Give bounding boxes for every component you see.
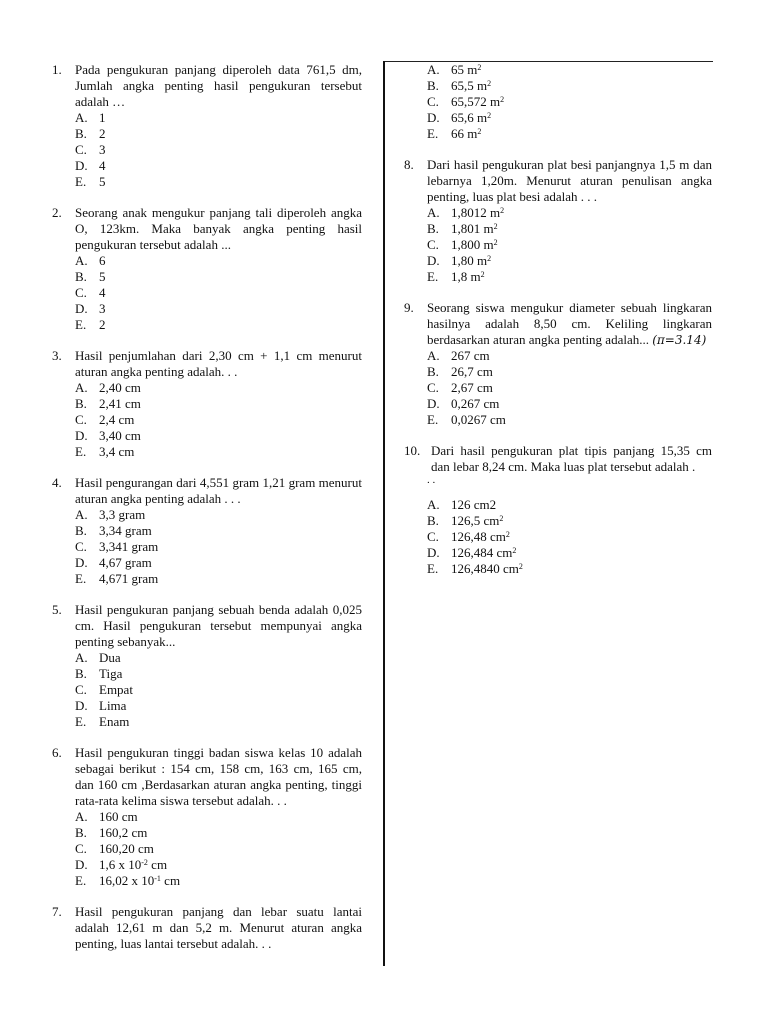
option-text: [451, 497, 496, 513]
option-text: [451, 269, 485, 285]
question-number: 8.: [404, 157, 414, 172]
option-text: [451, 364, 493, 380]
option-text: [99, 158, 106, 174]
answer-option: [75, 682, 362, 698]
option-text: [99, 285, 106, 301]
formula: (π=3.14): [652, 333, 707, 347]
exponent: 2: [487, 254, 492, 263]
option-letter: C.: [75, 539, 87, 554]
answer-option: [427, 221, 712, 237]
option-value: 3: [99, 301, 106, 316]
option-text: [99, 571, 158, 587]
option-unit: cm: [147, 857, 168, 872]
option-value: 66 m: [451, 126, 478, 141]
exponent: 2: [477, 127, 482, 136]
option-value: 160,20 cm: [99, 841, 154, 856]
option-text: [99, 142, 106, 158]
answer-option: [427, 380, 712, 396]
question-6: [52, 745, 362, 889]
option-text: [99, 428, 141, 444]
exponent: 2: [499, 514, 504, 523]
question-body: Pada pengukuran panjang diperoleh data 761,5 dm, Jumlah angka penting hasil pengukuran tersebut adalah …: [75, 62, 362, 109]
answer-option: [75, 571, 362, 587]
option-value: 2,41 cm: [99, 396, 141, 411]
option-text: [99, 444, 134, 460]
option-text: [99, 809, 138, 825]
option-text: [99, 412, 134, 428]
answer-option: [75, 507, 362, 523]
option-letter: A.: [75, 507, 88, 522]
option-value: 5: [99, 269, 106, 284]
question-body: Dari hasil pengukuran plat tipis panjang 15,35 cm dan lebar 8,24 cm. Maka luas plat tersebut adalah .: [431, 443, 712, 474]
question-stem: [404, 157, 712, 205]
answer-option: [75, 428, 362, 444]
exponent: 2: [487, 79, 492, 88]
question-body: Seorang siswa mengukur diameter sebuah lingkaran hasilnya adalah 8,50 cm. Keliling lingkaran berdasarkan aturan angka penting adalah...: [427, 300, 712, 347]
option-letter: A.: [75, 253, 88, 268]
answer-option: [427, 364, 712, 380]
answer-option: [75, 857, 362, 873]
question-stem: [52, 205, 362, 253]
option-value: 3,3 gram: [99, 507, 146, 522]
option-value: 126,4840 cm: [451, 561, 519, 576]
option-letter: A.: [427, 205, 440, 220]
option-value: 4,671 gram: [99, 571, 159, 586]
option-letter: B.: [75, 666, 87, 681]
answer-option: [427, 62, 712, 78]
answer-option: [427, 253, 712, 269]
exponent: 2: [493, 238, 498, 247]
question-text: [75, 348, 362, 380]
answer-option: [75, 523, 362, 539]
option-text: [99, 301, 106, 317]
answer-options: [75, 507, 362, 587]
option-text: [99, 174, 106, 190]
option-text: [99, 396, 141, 412]
option-value: 1,8 m: [451, 269, 481, 284]
option-letter: C.: [427, 94, 439, 109]
option-letter: C.: [427, 380, 439, 395]
option-value: 126,5 cm: [451, 513, 500, 528]
option-text: [99, 873, 180, 889]
option-letter: C.: [75, 412, 87, 427]
option-text: [99, 110, 106, 126]
option-letter: D.: [75, 698, 88, 713]
option-letter: A.: [75, 650, 88, 665]
exponent: 2: [512, 546, 517, 555]
answer-options: [75, 110, 362, 190]
option-letter: E.: [427, 561, 439, 576]
option-text: [99, 555, 152, 571]
answer-option: [75, 174, 362, 190]
answer-options: [75, 253, 362, 333]
exponent: 2: [487, 111, 492, 120]
option-letter: C.: [75, 285, 87, 300]
option-value: 1,6 x 10: [99, 857, 142, 872]
answer-option: [75, 555, 362, 571]
option-value: Enam: [99, 714, 130, 729]
option-value: 6: [99, 253, 106, 268]
question-text: [75, 745, 362, 809]
exponent: 2: [518, 562, 523, 571]
answer-option: [75, 841, 362, 857]
option-value: Lima: [99, 698, 127, 713]
answer-options: [427, 205, 712, 285]
option-letter: B.: [427, 78, 439, 93]
option-text: [99, 650, 121, 666]
option-text: [451, 253, 491, 269]
option-value: 126 cm2: [451, 497, 497, 512]
option-letter: D.: [75, 158, 88, 173]
question-10: [404, 443, 712, 577]
question-stem: [52, 602, 362, 650]
option-letter: A.: [75, 110, 88, 125]
answer-option: [75, 126, 362, 142]
question-text: [75, 904, 362, 952]
option-value: 3,40 cm: [99, 428, 141, 443]
question-text: [75, 205, 362, 253]
question-body: Hasil pengukuran panjang sebuah benda adalah 0,025 cm. Hasil pengukuran tersebut mempunyai angka penting sebanyak...: [75, 602, 362, 649]
answer-option: [75, 301, 362, 317]
option-value: 3,4 cm: [99, 444, 135, 459]
question-body: Dari hasil pengukuran plat besi panjangnya 1,5 m dan lebarnya 1,20m. Menurut aturan penulisan angka penting, luas plat besi adalah . . .: [427, 157, 712, 204]
option-letter: E.: [75, 873, 87, 888]
option-value: 160,2 cm: [99, 825, 148, 840]
exponent: 2: [505, 530, 510, 539]
option-value: 1: [99, 110, 106, 125]
question-text: [427, 300, 712, 348]
option-text: [99, 126, 106, 142]
option-value: 2: [99, 317, 106, 332]
option-letter: E.: [75, 714, 87, 729]
option-text: [451, 221, 498, 237]
answer-option: [427, 205, 712, 221]
option-letter: E.: [75, 317, 87, 332]
answer-option: [427, 126, 712, 142]
option-letter: B.: [75, 126, 87, 141]
option-letter: D.: [75, 857, 88, 872]
option-letter: A.: [75, 380, 88, 395]
option-letter: D.: [75, 301, 88, 316]
option-letter: E.: [427, 269, 439, 284]
answer-option: [75, 666, 362, 682]
question-number: 5.: [52, 602, 62, 617]
option-text: [451, 110, 491, 126]
option-value: 4,67 gram: [99, 555, 152, 570]
answer-option: [75, 142, 362, 158]
answer-option: [75, 269, 362, 285]
right-column: [404, 62, 712, 592]
option-value: 3,34 gram: [99, 523, 152, 538]
question-stem: [52, 475, 362, 507]
option-value: Dua: [99, 650, 121, 665]
question-text: [431, 443, 712, 475]
option-value: 65,6 m: [451, 110, 488, 125]
exponent: -2: [141, 858, 148, 867]
option-letter: D.: [427, 110, 440, 125]
option-text: [99, 682, 133, 698]
question-number: 2.: [52, 205, 62, 220]
option-text: [99, 269, 106, 285]
option-letter: D.: [427, 396, 440, 411]
question-2: [52, 205, 362, 333]
option-letter: E.: [75, 571, 87, 586]
question-1: [52, 62, 362, 190]
option-text: [451, 205, 504, 221]
option-text: [99, 666, 122, 682]
option-text: [99, 857, 167, 873]
column-divider: [383, 61, 385, 966]
option-text: [451, 348, 490, 364]
answer-option: [427, 545, 712, 561]
option-letter: D.: [75, 428, 88, 443]
question-text: [75, 62, 362, 110]
option-value: 4: [99, 285, 106, 300]
option-letter: C.: [427, 529, 439, 544]
answer-option: [75, 444, 362, 460]
question-3: [52, 348, 362, 460]
answer-options: [427, 348, 712, 428]
question-5: [52, 602, 362, 730]
option-letter: E.: [427, 126, 439, 141]
option-letter: A.: [427, 62, 440, 77]
question-number: 10.: [404, 443, 421, 458]
answer-option: [75, 380, 362, 396]
option-text: [451, 94, 504, 110]
option-text: [99, 380, 141, 396]
answer-option: [427, 529, 712, 545]
answer-option: [427, 78, 712, 94]
question-stem: [404, 443, 712, 475]
question-8: [404, 157, 712, 285]
exponent: 2: [477, 63, 482, 72]
option-value: 160 cm: [99, 809, 138, 824]
answer-options: [75, 650, 362, 730]
option-text: [99, 841, 154, 857]
option-value: 16,02 x 10: [99, 873, 155, 888]
question-text: [75, 475, 362, 507]
option-value: Tiga: [99, 666, 123, 681]
option-value: 2: [99, 126, 106, 141]
option-value: 0,267 cm: [451, 396, 500, 411]
answer-option: [75, 698, 362, 714]
option-value: 0,0267 cm: [451, 412, 506, 427]
answer-option: [75, 714, 362, 730]
option-text: [99, 539, 158, 555]
option-letter: D.: [427, 253, 440, 268]
answer-option: [427, 396, 712, 412]
option-value: 65,572 m: [451, 94, 501, 109]
answer-option: [427, 110, 712, 126]
answer-option: [75, 825, 362, 841]
option-text: [451, 126, 481, 142]
option-value: 126,484 cm: [451, 545, 513, 560]
answer-option: [427, 513, 712, 529]
question-body: Hasil pengurangan dari 4,551 gram 1,21 gram menurut aturan angka penting adalah . . .: [75, 475, 362, 506]
question-body: Hasil pengukuran panjang dan lebar suatu lantai adalah 12,61 m dan 5,2 m. Menurut aturan angka penting, luas lantai tersebut adalah. . .: [75, 904, 362, 951]
option-value: Empat: [99, 682, 133, 697]
option-text: [99, 253, 106, 269]
answer-option: [75, 539, 362, 555]
left-column: [52, 62, 362, 967]
question-number: 4.: [52, 475, 62, 490]
question-9: [404, 300, 712, 428]
option-value: 267 cm: [451, 348, 490, 363]
option-value: 4: [99, 158, 106, 173]
option-text: [451, 396, 499, 412]
option-letter: A.: [427, 348, 440, 363]
question-7: [52, 904, 362, 952]
answer-option: [75, 412, 362, 428]
answer-option: [427, 348, 712, 364]
answer-option: [75, 110, 362, 126]
option-value: 3: [99, 142, 106, 157]
option-value: 26,7 cm: [451, 364, 493, 379]
option-text: [451, 545, 516, 561]
exponent: 2: [500, 95, 505, 104]
option-letter: B.: [427, 513, 439, 528]
question-number: 9.: [404, 300, 414, 315]
option-letter: D.: [75, 555, 88, 570]
option-value: 1,801 m: [451, 221, 494, 236]
option-text: [99, 523, 152, 539]
option-text: [99, 317, 106, 333]
answer-option: [75, 809, 362, 825]
answer-options: [75, 380, 362, 460]
option-letter: E.: [75, 444, 87, 459]
option-value: 2,67 cm: [451, 380, 493, 395]
option-value: 1,80 m: [451, 253, 488, 268]
answer-options: [75, 809, 362, 889]
option-value: 65 m: [451, 62, 478, 77]
answer-option: [427, 94, 712, 110]
option-text: [99, 507, 145, 523]
answer-option: [75, 158, 362, 174]
option-value: 2,40 cm: [99, 380, 141, 395]
question-text: [75, 602, 362, 650]
answer-options: [427, 497, 712, 577]
ellipsis-continuation: . .: [427, 474, 436, 486]
question-stem: [52, 904, 362, 952]
option-letter: D.: [427, 545, 440, 560]
option-text: [451, 529, 510, 545]
answer-option: [427, 412, 712, 428]
option-value: 126,48 cm: [451, 529, 506, 544]
option-letter: B.: [427, 221, 439, 236]
option-letter: B.: [427, 364, 439, 379]
option-letter: E.: [75, 174, 87, 189]
question-stem: [52, 348, 362, 380]
option-letter: E.: [427, 412, 439, 427]
option-letter: C.: [427, 237, 439, 252]
answer-option: [75, 253, 362, 269]
question-number: 1.: [52, 62, 62, 77]
option-text: [451, 412, 506, 428]
option-text: [451, 237, 498, 253]
option-value: 1,800 m: [451, 237, 494, 252]
question-body: Hasil pengukuran tinggi badan siswa kelas 10 adalah sebagai berikut : 154 cm, 158 cm, 163 cm, 165 cm, dan 160 cm ,Berdasarkan aturan angka penting, tinggi rata-rata kelima siswa tersebut adalah. . .: [75, 745, 362, 808]
answer-option: [75, 396, 362, 412]
question-stem: [52, 62, 362, 110]
question-body: Hasil penjumlahan dari 2,30 cm + 1,1 cm menurut aturan angka penting adalah. . .: [75, 348, 362, 379]
question-stem: [404, 300, 712, 348]
question-number: 3.: [52, 348, 62, 363]
answer-option: [427, 497, 712, 513]
option-text: [451, 380, 493, 396]
question-4: [52, 475, 362, 587]
answer-option: [427, 561, 712, 577]
answer-option: [75, 285, 362, 301]
option-text: [451, 78, 491, 94]
question-stem: [52, 745, 362, 809]
option-letter: C.: [75, 841, 87, 856]
exponent: 2: [493, 222, 498, 231]
option-value: 3,341 gram: [99, 539, 159, 554]
option-value: 5: [99, 174, 106, 189]
exponent: -1: [154, 874, 161, 883]
answer-option: [427, 237, 712, 253]
question-7-options: [427, 62, 712, 142]
option-letter: A.: [75, 809, 88, 824]
question-number: 7.: [52, 904, 62, 919]
question-body: Seorang anak mengukur panjang tali diperoleh angka O, 123km. Maka banyak angka penting hasil pengukuran tersebut adalah ...: [75, 205, 362, 252]
option-text: [451, 561, 523, 577]
exponent: 2: [480, 270, 485, 279]
option-letter: B.: [75, 825, 87, 840]
option-text: [99, 698, 126, 714]
option-unit: cm: [160, 873, 181, 888]
option-text: [99, 825, 147, 841]
answer-option: [427, 269, 712, 285]
exponent: 2: [500, 206, 505, 215]
option-text: [451, 62, 481, 78]
option-value: 65,5 m: [451, 78, 488, 93]
option-letter: A.: [427, 497, 440, 512]
option-value: 1,8012 m: [451, 205, 501, 220]
answer-option: [75, 873, 362, 889]
option-text: [99, 714, 129, 730]
option-letter: B.: [75, 396, 87, 411]
option-letter: C.: [75, 142, 87, 157]
answer-option: [75, 650, 362, 666]
question-text: [427, 157, 712, 205]
option-letter: B.: [75, 269, 87, 284]
option-letter: C.: [75, 682, 87, 697]
option-text: [451, 513, 503, 529]
option-value: 2,4 cm: [99, 412, 135, 427]
option-letter: B.: [75, 523, 87, 538]
question-number: 6.: [52, 745, 62, 760]
answer-option: [75, 317, 362, 333]
